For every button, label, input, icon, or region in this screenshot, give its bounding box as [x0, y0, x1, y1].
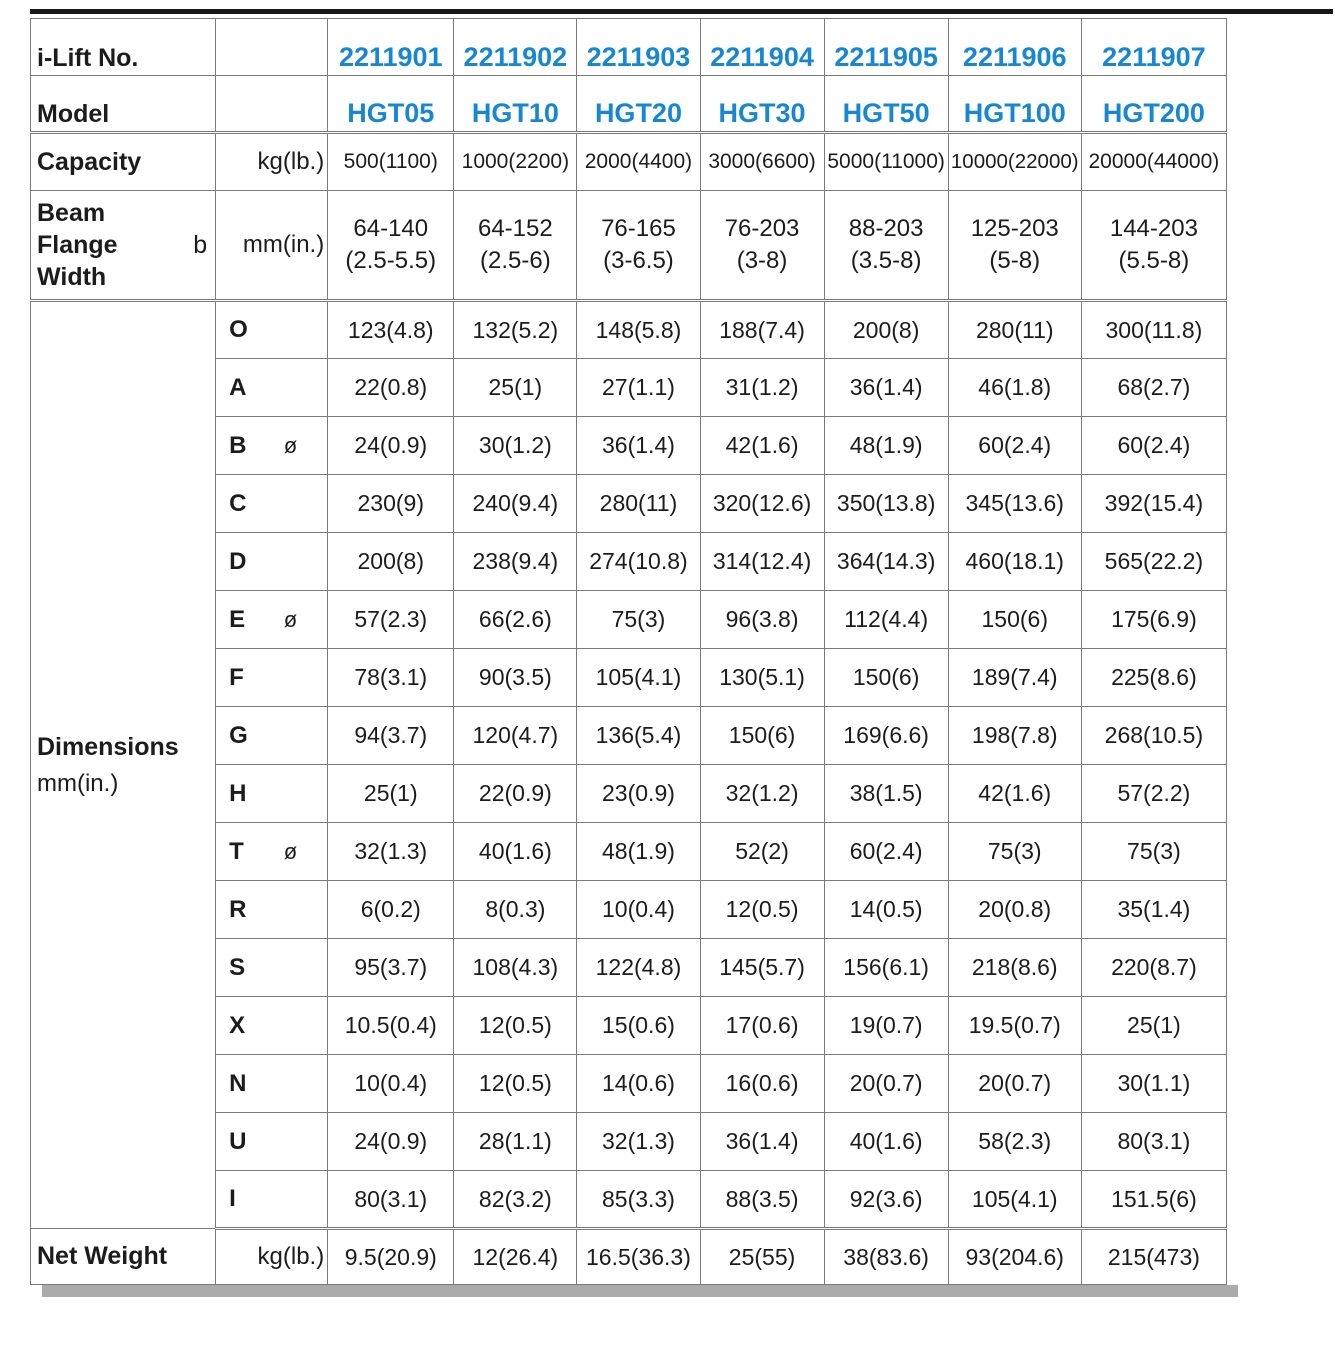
dimension-value: 150(6): [824, 649, 948, 707]
dimension-value: 31(1.2): [700, 359, 824, 417]
ilift-no-value: 2211905: [824, 19, 948, 76]
row-label-beam-flange-width: Beam Flange Width b: [31, 191, 216, 301]
dimension-value: 122(4.8): [577, 939, 700, 997]
dimension-value: 36(1.4): [824, 359, 948, 417]
beam-flange-width-value: 76-165 (3-6.5): [577, 191, 700, 301]
model-value: HGT30: [700, 76, 824, 133]
dimension-value: 27(1.1): [577, 359, 700, 417]
dimension-value: 200(8): [328, 533, 454, 591]
ilift-no-value: 2211907: [1081, 19, 1226, 76]
capacity-value: 1000(2200): [454, 133, 577, 191]
row-unit-capacity: kg(lb.): [216, 133, 328, 191]
dimension-value: 220(8.7): [1081, 939, 1226, 997]
dimension-value: 150(6): [700, 707, 824, 765]
dimension-value: 20(0.8): [948, 881, 1081, 939]
diameter-symbol: ø: [283, 606, 298, 632]
dimension-value: 75(3): [577, 591, 700, 649]
dimension-value: 19(0.7): [824, 997, 948, 1055]
diameter-symbol: ø: [283, 432, 298, 458]
dimension-value: 42(1.6): [700, 417, 824, 475]
ilift-no-value: 2211903: [577, 19, 700, 76]
dimension-value: 57(2.3): [328, 591, 454, 649]
dimension-value: 80(3.1): [1081, 1113, 1226, 1171]
dimension-value: 274(10.8): [577, 533, 700, 591]
dimension-value: 14(0.6): [577, 1055, 700, 1113]
dimension-value: 148(5.8): [577, 301, 700, 359]
dimension-letter-G: G: [216, 707, 328, 765]
row-label-ilift-no: i-Lift No.: [31, 19, 216, 76]
dimension-value: 238(9.4): [454, 533, 577, 591]
dimensions-label: Dimensions mm(in.): [31, 301, 216, 1229]
dimension-letter-S: S: [216, 939, 328, 997]
dimension-value: 48(1.9): [824, 417, 948, 475]
dimension-value: 280(11): [577, 475, 700, 533]
dimension-value: 200(8): [824, 301, 948, 359]
dimension-value: 32(1.2): [700, 765, 824, 823]
dimension-value: 25(1): [454, 359, 577, 417]
row-label-model: Model: [31, 76, 216, 133]
dimension-value: 82(3.2): [454, 1171, 577, 1229]
ilift-no-value: 2211906: [948, 19, 1081, 76]
row-unit-net-weight: kg(lb.): [216, 1229, 328, 1285]
dimension-value: 12(0.5): [454, 1055, 577, 1113]
dimension-value: 85(3.3): [577, 1171, 700, 1229]
dimension-value: 8(0.3): [454, 881, 577, 939]
capacity-value: 500(1100): [328, 133, 454, 191]
dimension-letter-C: C: [216, 475, 328, 533]
dimension-value: 10.5(0.4): [328, 997, 454, 1055]
row-label-net-weight: Net Weight: [31, 1229, 216, 1285]
dimension-value: 17(0.6): [700, 997, 824, 1055]
dimension-value: 230(9): [328, 475, 454, 533]
dimension-value: 225(8.6): [1081, 649, 1226, 707]
beam-b-symbol: b: [193, 230, 208, 259]
dimension-value: 66(2.6): [454, 591, 577, 649]
dimension-value: 22(0.9): [454, 765, 577, 823]
capacity-value: 5000(11000): [824, 133, 948, 191]
dimension-value: 92(3.6): [824, 1171, 948, 1229]
dimension-value: 169(6.6): [824, 707, 948, 765]
dimension-value: 46(1.8): [948, 359, 1081, 417]
ilift-no-value: 2211902: [454, 19, 577, 76]
dimension-value: 16(0.6): [700, 1055, 824, 1113]
dimension-value: 15(0.6): [577, 997, 700, 1055]
dimension-value: 22(0.8): [328, 359, 454, 417]
ilift-no-value: 2211904: [700, 19, 824, 76]
dimension-value: 60(2.4): [824, 823, 948, 881]
model-value: HGT20: [577, 76, 700, 133]
dimension-value: 268(10.5): [1081, 707, 1226, 765]
dimension-value: 300(11.8): [1081, 301, 1226, 359]
dimension-value: 95(3.7): [328, 939, 454, 997]
dimension-value: 136(5.4): [577, 707, 700, 765]
dimension-value: 175(6.9): [1081, 591, 1226, 649]
model-value: HGT05: [328, 76, 454, 133]
dimension-value: 58(2.3): [948, 1113, 1081, 1171]
dimension-value: 150(6): [948, 591, 1081, 649]
capacity-value: 20000(44000): [1081, 133, 1226, 191]
bottom-shadow: [42, 1285, 1238, 1297]
dimension-value: 68(2.7): [1081, 359, 1226, 417]
capacity-value: 2000(4400): [577, 133, 700, 191]
dimension-value: 32(1.3): [577, 1113, 700, 1171]
dimension-value: 96(3.8): [700, 591, 824, 649]
dimension-value: 52(2): [700, 823, 824, 881]
dimension-value: 130(5.1): [700, 649, 824, 707]
dimension-value: 112(4.4): [824, 591, 948, 649]
net-weight-value: 25(55): [700, 1229, 824, 1285]
dimension-value: 88(3.5): [700, 1171, 824, 1229]
dimension-value: 105(4.1): [948, 1171, 1081, 1229]
dimension-letter-O: O: [216, 301, 328, 359]
dimension-value: 240(9.4): [454, 475, 577, 533]
dimension-value: 156(6.1): [824, 939, 948, 997]
dimension-value: 20(0.7): [948, 1055, 1081, 1113]
net-weight-value: 16.5(36.3): [577, 1229, 700, 1285]
capacity-value: 3000(6600): [700, 133, 824, 191]
dimension-value: 565(22.2): [1081, 533, 1226, 591]
dimension-value: 20(0.7): [824, 1055, 948, 1113]
dimension-value: 10(0.4): [328, 1055, 454, 1113]
dimension-letter-E: E ø: [216, 591, 328, 649]
dimension-letter-A: A: [216, 359, 328, 417]
dimension-value: 36(1.4): [577, 417, 700, 475]
dimension-letter-F: F: [216, 649, 328, 707]
dimension-value: 57(2.2): [1081, 765, 1226, 823]
dimension-value: 218(8.6): [948, 939, 1081, 997]
dimension-value: 345(13.6): [948, 475, 1081, 533]
dimension-value: 460(18.1): [948, 533, 1081, 591]
dimension-letter-I: I: [216, 1171, 328, 1229]
dimension-value: 80(3.1): [328, 1171, 454, 1229]
dimension-letter-T: T ø: [216, 823, 328, 881]
model-value: HGT50: [824, 76, 948, 133]
dimension-value: 32(1.3): [328, 823, 454, 881]
row-unit-ilift-no: [216, 19, 328, 76]
dimension-letter-H: H: [216, 765, 328, 823]
dimension-value: 198(7.8): [948, 707, 1081, 765]
dimension-value: 25(1): [328, 765, 454, 823]
dimension-value: 24(0.9): [328, 1113, 454, 1171]
net-weight-value: 38(83.6): [824, 1229, 948, 1285]
dimension-value: 123(4.8): [328, 301, 454, 359]
dimension-letter-D: D: [216, 533, 328, 591]
dimension-value: 19.5(0.7): [948, 997, 1081, 1055]
dimension-value: 28(1.1): [454, 1113, 577, 1171]
beam-flange-width-value: 88-203 (3.5-8): [824, 191, 948, 301]
dimension-value: 42(1.6): [948, 765, 1081, 823]
dimension-value: 36(1.4): [700, 1113, 824, 1171]
dimension-value: 145(5.7): [700, 939, 824, 997]
dimension-value: 25(1): [1081, 997, 1226, 1055]
dimension-letter-U: U: [216, 1113, 328, 1171]
model-value: HGT200: [1081, 76, 1226, 133]
row-unit-beam-flange-width: mm(in.): [216, 191, 328, 301]
dimension-value: 189(7.4): [948, 649, 1081, 707]
model-value: HGT100: [948, 76, 1081, 133]
beam-flange-width-value: 76-203 (3-8): [700, 191, 824, 301]
dimension-value: 10(0.4): [577, 881, 700, 939]
dimension-value: 320(12.6): [700, 475, 824, 533]
dimension-value: 364(14.3): [824, 533, 948, 591]
dimension-value: 75(3): [1081, 823, 1226, 881]
dimension-letter-R: R: [216, 881, 328, 939]
ilift-no-value: 2211901: [328, 19, 454, 76]
dimension-value: 35(1.4): [1081, 881, 1226, 939]
dimension-value: 40(1.6): [824, 1113, 948, 1171]
dimension-value: 314(12.4): [700, 533, 824, 591]
net-weight-value: 12(26.4): [454, 1229, 577, 1285]
dimension-letter-B: B ø: [216, 417, 328, 475]
dimension-value: 23(0.9): [577, 765, 700, 823]
row-unit-model: [216, 76, 328, 133]
dimension-value: 120(4.7): [454, 707, 577, 765]
dimension-value: 105(4.1): [577, 649, 700, 707]
dimension-value: 12(0.5): [700, 881, 824, 939]
spec-table: [30, 18, 1227, 1285]
dimension-value: 12(0.5): [454, 997, 577, 1055]
dimension-value: 90(3.5): [454, 649, 577, 707]
beam-flange-width-value: 64-140 (2.5-5.5): [328, 191, 454, 301]
dimension-value: 392(15.4): [1081, 475, 1226, 533]
dimension-value: 40(1.6): [454, 823, 577, 881]
row-label-capacity: Capacity: [31, 133, 216, 191]
model-value: HGT10: [454, 76, 577, 133]
top-rule: [30, 9, 1333, 14]
dimension-value: 60(2.4): [948, 417, 1081, 475]
dimension-letter-X: X: [216, 997, 328, 1055]
dimension-value: 94(3.7): [328, 707, 454, 765]
dimension-value: 108(4.3): [454, 939, 577, 997]
dimension-value: 280(11): [948, 301, 1081, 359]
dimension-value: 60(2.4): [1081, 417, 1226, 475]
dimension-value: 38(1.5): [824, 765, 948, 823]
net-weight-value: 93(204.6): [948, 1229, 1081, 1285]
dimension-letter-N: N: [216, 1055, 328, 1113]
dimension-value: 14(0.5): [824, 881, 948, 939]
dimension-value: 188(7.4): [700, 301, 824, 359]
dimension-value: 30(1.1): [1081, 1055, 1226, 1113]
net-weight-value: 9.5(20.9): [328, 1229, 454, 1285]
beam-flange-width-value: 144-203 (5.5-8): [1081, 191, 1226, 301]
diameter-symbol: ø: [283, 838, 298, 864]
dimension-value: 48(1.9): [577, 823, 700, 881]
dimension-value: 78(3.1): [328, 649, 454, 707]
capacity-value: 10000(22000): [948, 133, 1081, 191]
beam-flange-width-value: 125-203 (5-8): [948, 191, 1081, 301]
dimension-value: 30(1.2): [454, 417, 577, 475]
dimension-value: 24(0.9): [328, 417, 454, 475]
dimension-value: 132(5.2): [454, 301, 577, 359]
dimension-value: 6(0.2): [328, 881, 454, 939]
dimension-value: 350(13.8): [824, 475, 948, 533]
dimension-value: 75(3): [948, 823, 1081, 881]
dimension-value: 151.5(6): [1081, 1171, 1226, 1229]
net-weight-value: 215(473): [1081, 1229, 1226, 1285]
beam-flange-width-value: 64-152 (2.5-6): [454, 191, 577, 301]
